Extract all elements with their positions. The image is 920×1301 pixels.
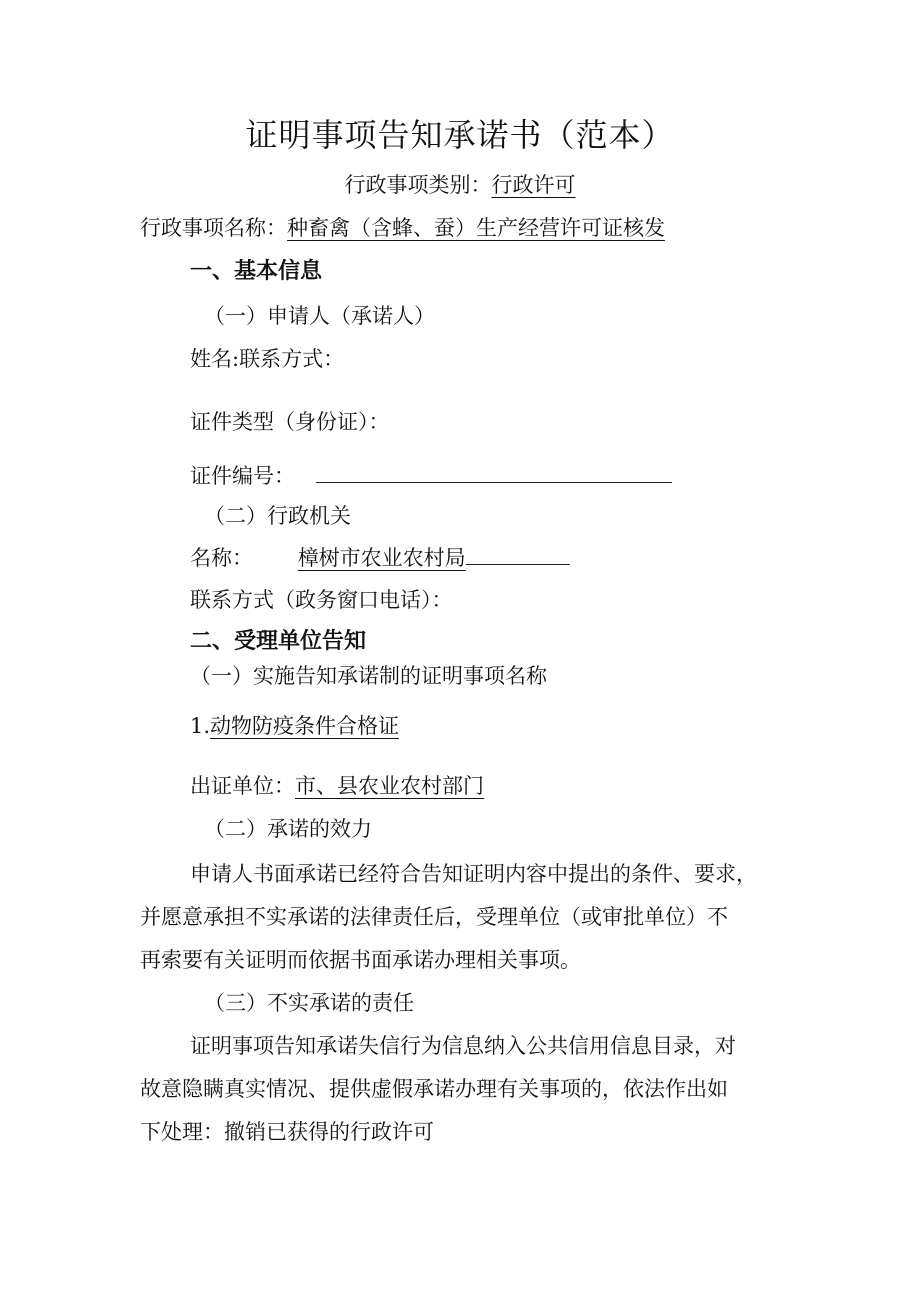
applicant-heading: （一）申请人（承诺人） [204, 304, 435, 328]
authority-contact-line: 联系方式（政务窗口电话）： [190, 588, 453, 612]
item-name-value: 种畜禽（含蜂、蚕）生产经营许可证核发 [287, 216, 665, 240]
effect-paragraph-line-1: 申请人书面承诺已经符合告知证明内容中提出的条件、要求， [190, 862, 757, 886]
liability-paragraph-line-2: 故意隐瞒真实情况、提供虚假承诺办理有关事项的，依法作出如 [140, 1077, 728, 1101]
item-name-label: 行政事项名称： [140, 216, 287, 240]
effect-heading: （二）承诺的效力 [204, 817, 372, 841]
section1-heading: 一、基本信息 [190, 259, 323, 284]
category-value: 行政许可 [491, 173, 576, 197]
name-contact-line: 姓名:联系方式： [190, 347, 345, 371]
issuer-line [190, 772, 484, 800]
issuer-label: 出证单位： [190, 774, 295, 798]
document-title: 证明事项告知承诺书（范本） [245, 116, 675, 154]
section2-heading: 二、受理单位告知 [190, 629, 367, 654]
authority-heading: （二）行政机关 [204, 504, 351, 528]
authority-name-blank [466, 542, 570, 565]
id-number-blank [316, 460, 672, 483]
authority-name-label: 名称： [190, 546, 253, 570]
category-label: 行政事项类别： [344, 173, 492, 197]
cert-item-prefix: 1. [190, 714, 211, 738]
authority-name-value: 樟树市农业农村局 [297, 546, 466, 570]
cert-heading: （一）实施告知承诺制的证明事项名称 [190, 664, 547, 688]
id-number-label: 证件编号： [190, 464, 295, 488]
effect-paragraph-line-3: 再索要有关证明而依据书面承诺办理相关事项。 [140, 948, 581, 972]
id-number-line [190, 460, 672, 490]
liability-heading: （三）不实承诺的责任 [204, 991, 414, 1015]
cert-item-value: 动物防疫条件合格证 [210, 714, 400, 738]
cert-item-line [190, 712, 399, 740]
authority-name-line [190, 542, 570, 572]
id-type-line: 证件类型（身份证）： [190, 410, 390, 434]
category-line [0, 171, 920, 199]
issuer-value: 市、县农业农村部门 [295, 774, 484, 798]
liability-paragraph-line-3: 下处理：撤销已获得的行政许可 [140, 1120, 434, 1144]
item-name-line [140, 214, 665, 242]
liability-paragraph-line-1: 证明事项告知承诺失信行为信息纳入公共信用信息目录，对 [190, 1034, 736, 1058]
effect-paragraph-line-2: 并愿意承担不实承诺的法律责任后，受理单位（或审批单位）不 [140, 905, 728, 929]
